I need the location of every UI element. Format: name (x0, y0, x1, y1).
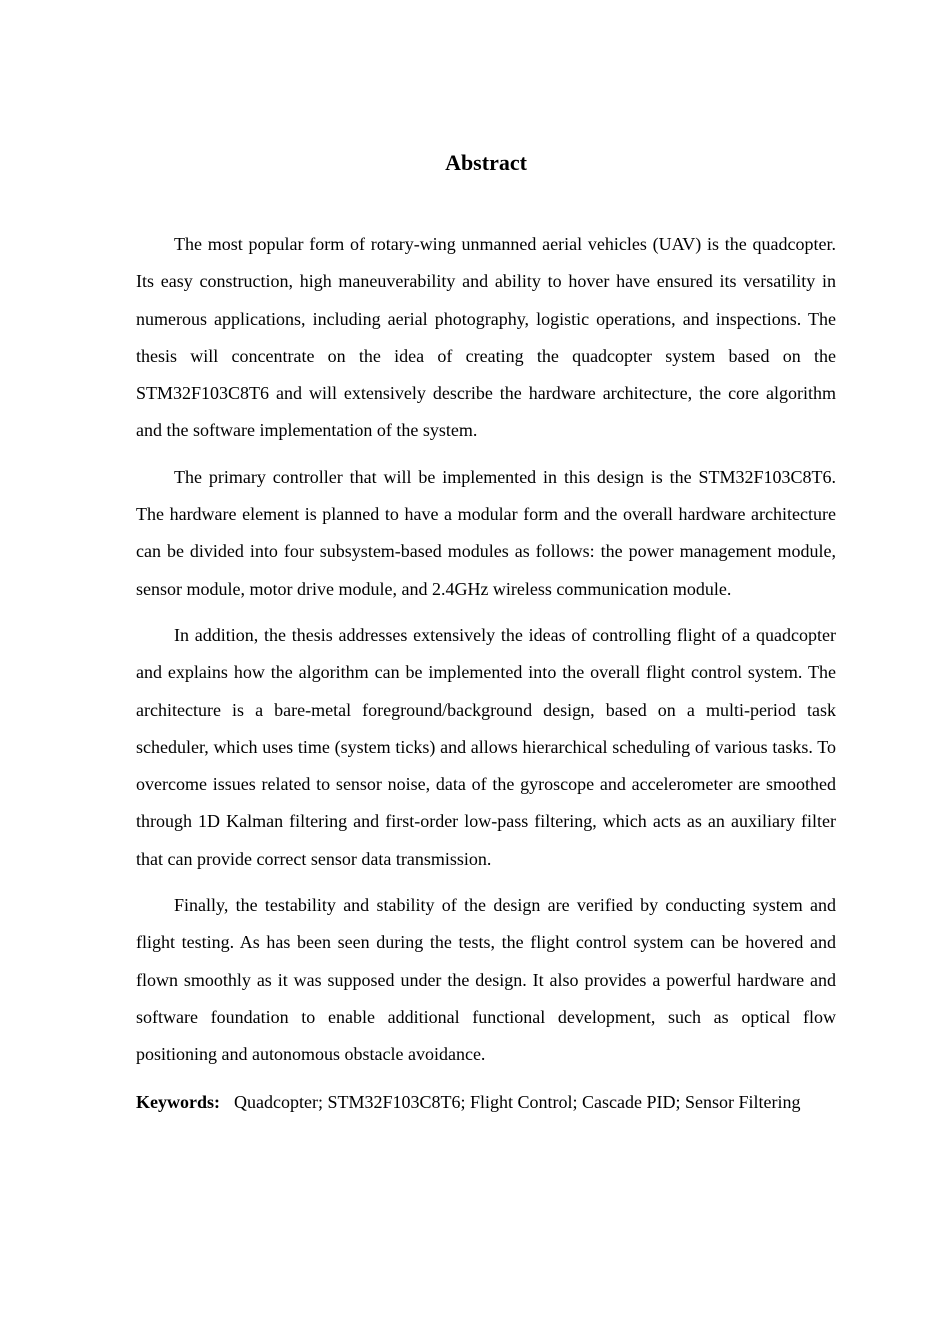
abstract-paragraph-2: The primary controller that will be implemented in this design is the STM32F103C8T6. The hardware element is planned to have a modular form and the overall hardware architecture can be divided into four subsystem-based modules as follows: the power management module, sensor module, motor drive module, and 2.4GHz wireless communication module. (136, 466, 836, 599)
keywords-label: Keywords: (136, 1091, 220, 1112)
abstract-paragraph-1: The most popular form of rotary-wing unmanned aerial vehicles (UAV) is the quadcopter. Its easy construction, high maneuverability and ability to hover have ensured its versatility in numerous applications, including aerial photography, logistic operations, and inspections. The thesis will concentrate on the idea of creating the quadcopter system based on the STM32F103C8T6 and will extensively describe the hardware architecture, the core algorithm and the software implementation of the system. (136, 234, 836, 441)
abstract-page (136, 148, 836, 1121)
page-title: Abstract (445, 150, 527, 175)
keywords-line (136, 1084, 836, 1121)
keywords-text: Quadcopter; STM32F103C8T6; Flight Control; Cascade PID; Sensor Filtering (234, 1091, 801, 1112)
abstract-body (136, 226, 836, 1121)
abstract-paragraph-4: Finally, the testability and stability of the design are verified by conducting system and flight testing. As has been seen during the tests, the flight control system can be hovered and flown smoothly as it was supposed under the design. It also provides a powerful hardware and software foundation to enable additional functional development, such as optical flow positioning and autonomous obstacle avoidance. (136, 895, 836, 1065)
abstract-paragraph-3: In addition, the thesis addresses extensively the ideas of controlling flight of a quadcopter and explains how the algorithm can be implemented into the overall flight control system. The architecture is a bare-metal foreground/background design, based on a multi-period task scheduler, which uses time (system ticks) and allows hierarchical scheduling of various tasks. To overcome issues related to sensor noise, data of the gyroscope and accelerometer are smoothed through 1D Kalman filtering and first-order low-pass filtering, which acts as an auxiliary filter that can provide correct sensor data transmission. (136, 624, 836, 869)
